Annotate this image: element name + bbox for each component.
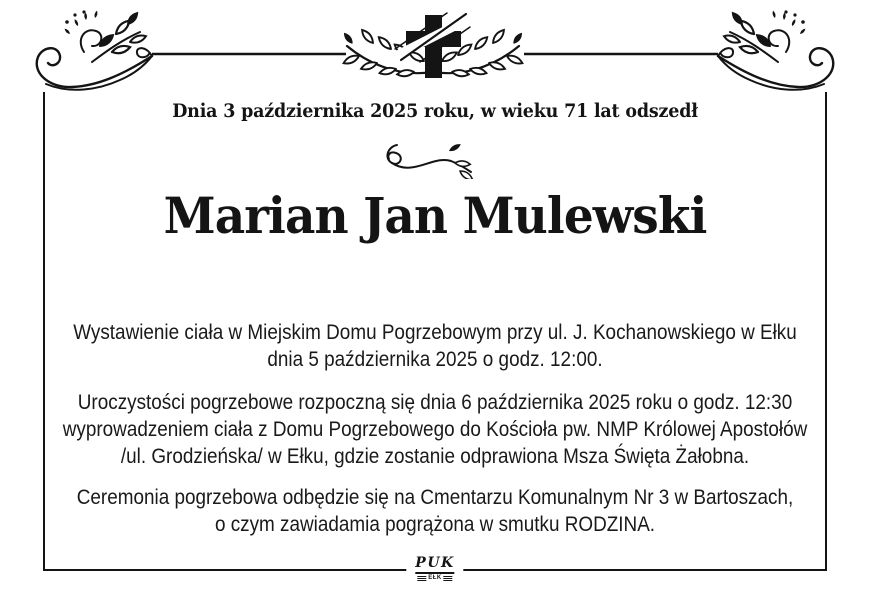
wake-info-line: Wystawienie ciała w Miejskim Domu Pogrzebowym przy ul. J. Kochanowskiego w Ełku: [73, 321, 797, 344]
funeral-info-line: /ul. Grodzieńska/ w Ełku, gdzie zostanie odprawiona Msza Święta Żałobna.: [120, 445, 750, 468]
deceased-name: Marian Jan Mulewski: [163, 186, 707, 245]
ceremony-info-paragraph: [44, 484, 827, 538]
floral-flourish-icon-mirrored: [718, 10, 833, 90]
funeral-info-line: wyprowadzeniem ciała z Domu Pogrzebowego do Kościoła pw. NMP Królowej Apostołów: [62, 418, 808, 441]
logo-city-row: [415, 575, 454, 581]
cross-icon: [394, 13, 473, 78]
ceremony-info-line: o czym zawiadamia pogrążona w smutku RODZINA.: [214, 513, 656, 536]
ceremony-info-line: Ceremonia pogrzebowa odbędzie się na Cmentarzu Komunalnym Nr 3 w Bartoszach,: [76, 486, 794, 509]
funeral-info-paragraph: [44, 389, 827, 470]
floral-flourish-icon: [37, 10, 152, 90]
logo-company-name: PUK: [415, 556, 454, 574]
logo-bar-left-icon: [417, 576, 426, 581]
wake-info-paragraph: [44, 319, 827, 373]
funeral-home-logo: [406, 556, 463, 581]
logo-city-name: EŁK: [428, 575, 442, 581]
top-ornament-border: [0, 0, 870, 100]
death-announcement-line: Dnia 3 października 2025 roku, w wieku 71 lat odszedł: [172, 100, 698, 122]
wake-info-line: dnia 5 października 2025 o godz. 12:00.: [267, 348, 603, 371]
funeral-info-line: Uroczystości pogrzebowe rozpoczną się dnia 6 października 2025 roku o godz. 12:30: [77, 391, 793, 414]
logo-bar-right-icon: [444, 576, 453, 581]
leaf-vine-divider-icon: [383, 137, 483, 179]
